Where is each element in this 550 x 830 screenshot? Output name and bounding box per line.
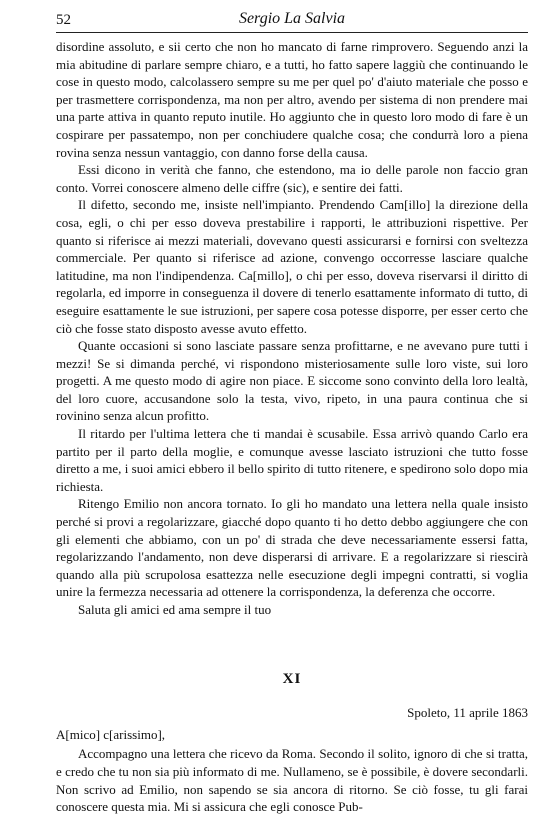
running-title: Sergio La Salvia (238, 10, 346, 27)
paragraph-5: Il ritardo per l'ultima lettera che ti mandai è scusabile. Essa arrivò quando Carlo era partito per il parto della moglie, e comunque avesse lasciato istruzioni che tutto fosse diretto a me, i suoi amici ebbero il bello spirito di tutto ritenere, e spedirono solo dopo mia richiesta. (56, 426, 528, 494)
paragraph-6: Ritengo Emilio non ancora tornato. Io gli ho mandato una lettera nella quale insisto perché si provi a regolarizzare, giacché dopo quanto ti ho detto debbo aggiungere che con gli elementi che abbiamo, con un po' di strada che deve necessariamente essersi fatta, regolarizzando l'andamento, non deve disperarsi di arrivare. E a regolarizzare si riescirà quando alla più scrupolosa esattezza nelle esecuzione degli impegni contratti, si voglia unire la fermezza necessaria ad ottenere la corrispondenza, la deferenza che occorre. (56, 496, 528, 600)
paragraph-1: disordine assoluto, e sii certo che non ho mancato di farne rimprovero. Seguendo anzi la mia abitudine di parlare sempre chiaro, e a tutti, ho fatto sapere laggiù che continuando le cose in questo modo, calcolassero sempre su me per quel po' d'aiuto materiale che posso e per trasmettere corrispondenza, ma non per altro, avendo per sistema di non prendere mai una parte attiva in quanto reputo inutile. Ho aggiunto che in questo loro modo di fare è un cospirare per passatempo, non per conchiudere qualche cosa; che condurrà loro a piena rovina senza nessun vantaggio, con danno forse della causa. (56, 39, 528, 160)
section-paragraph-1: Accompagno una lettera che ricevo da Roma. Secondo il solito, ignoro di che si tratta, e credo che tu non sia più informato di me. Nullameno, se è possibile, è dovere secondarli. Non scrivo ad Emilio, non sapendo se sia ancora di ritorno. Se ciò fosse, tu gli farai conoscere questa mia. Mi si assicura che egli conosce Pub- (56, 746, 528, 815)
page-header (56, 6, 528, 33)
page-number: 52 (56, 12, 71, 28)
paragraph-2: Essi dicono in verità che fanno, che estendono, ma io delle parole non faccio gran conto. Vorrei conoscere almeno delle ciffre (sic), e sentire dei fatti. (56, 162, 528, 195)
salutation: A[mico] c[arissimo], (56, 726, 166, 742)
letter-body (56, 38, 528, 816)
dateline: Spoleto, 11 aprile 1863 (407, 705, 528, 721)
closing-line: Saluta gli amici ed ama sempre il tuo (78, 602, 272, 617)
paragraph-3: Il difetto, secondo me, insiste nell'impianto. Prendendo Cam[illo] la direzione della cosa, egli, o chi per esso doveva prestabilire i rapporti, le attribuzioni rispettive. Per quanto si riferisce ai mezzi materiali, dovevano questi assicurarsi e fornirsi con sveltezza commerciale. Per quanto si riferisce ad azione, convengo occorresse lasciare qualche latitudine, ma non l'indipendenza. Ca[millo], o chi per esso, doveva riservarsi il diritto di regolarla, ed imporre in conseguenza il dovere di tenerlo esattamente informato di tutto, di eseguire esattamente le sue istruzioni, per sapere cosa potesse disporre, per esser certo che ciò che fosse stato disposto avesse avuto effetto. (56, 197, 528, 336)
section-heading: XI (282, 670, 302, 687)
paragraph-4: Quante occasioni si sono lasciate passare senza profittarne, e ne avevano pure tutti i mezzi! Se si dimanda perché, vi rispondono misteriosamente sulle loro viste, sui loro progetti. A me questo modo di agire non piace. E siccome sono convinto della loro lealtà, del loro cuore, accusandone solo la testa, vivo, ripeto, in una paura continua che si rovinino senza alcun profitto. (56, 338, 528, 424)
